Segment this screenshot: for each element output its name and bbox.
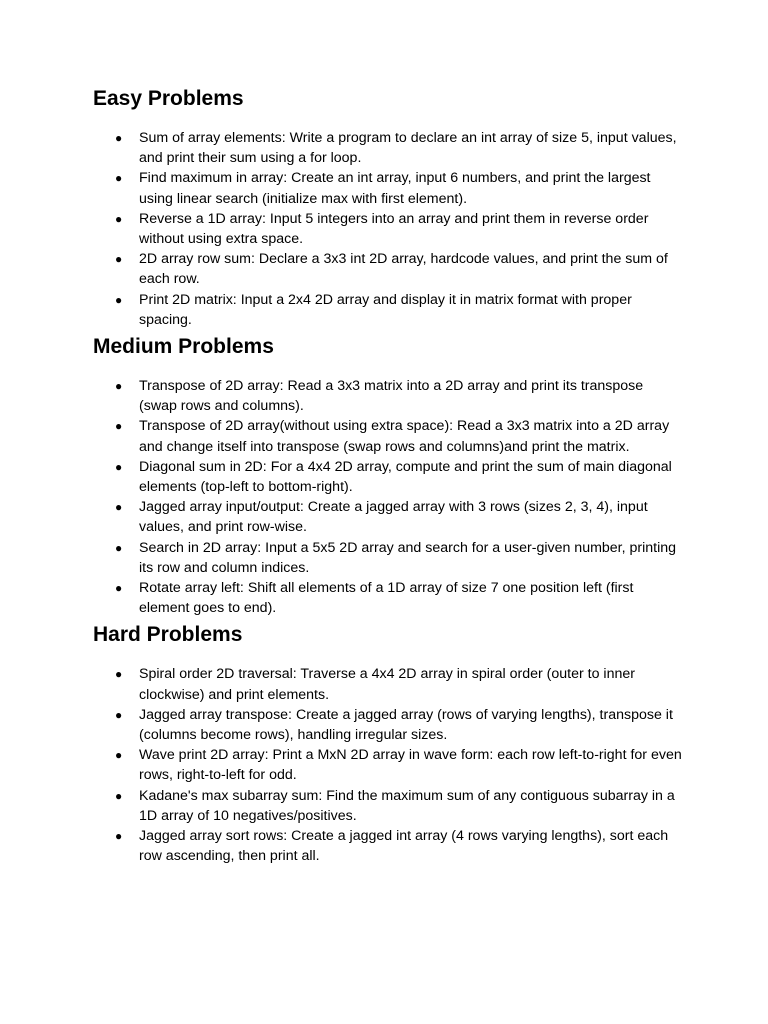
- bullet-icon: ●: [115, 131, 123, 145]
- list-item: [93, 457, 683, 497]
- list-item: [93, 578, 683, 618]
- section-title: Easy Problems: [93, 87, 244, 110]
- list-item: [93, 416, 683, 456]
- bullet-icon: ●: [115, 707, 123, 722]
- list-item-text: Sum of array elements: Write a program to declare an int array of size 5, input values, and print their sum using a for loop.: [139, 130, 677, 167]
- list-item: [93, 168, 683, 208]
- list-item-text: Jagged array input/output: Create a jagged array with 3 rows (sizes 2, 3, 4), input values, and print row-wise.: [139, 499, 648, 536]
- problem-list: [93, 376, 683, 618]
- section-hard-problems: [93, 620, 683, 866]
- list-item-text: Spiral order 2D traversal: Traverse a 4x4 2D array in spiral order (outer to inner clockwise) and print elements.: [139, 666, 635, 703]
- list-item-text: Find maximum in array: Create an int array, input 6 numbers, and print the largest using linear search (initialize max with first element).: [139, 170, 651, 207]
- bullet-icon: ●: [115, 211, 123, 226]
- list-item: [93, 376, 683, 416]
- bullet-icon: ●: [115, 581, 123, 596]
- list-item: [93, 128, 683, 168]
- section-easy-problems: [93, 84, 683, 330]
- list-item-text: Diagonal sum in 2D: For a 4x4 2D array, compute and print the sum of main diagonal elements (top-left to bottom-right).: [139, 458, 672, 496]
- document-page: [93, 84, 683, 867]
- list-item: [93, 826, 683, 866]
- list-item: [93, 664, 683, 704]
- list-item-text: Transpose of 2D array: Read a 3x3 matrix into a 2D array and print its transpose (swap rows and columns).: [139, 378, 644, 415]
- section-medium-problems: [93, 332, 683, 618]
- list-item: [93, 497, 683, 537]
- bullet-icon: ●: [115, 667, 123, 682]
- list-item-text: Wave print 2D array: Print a MxN 2D array in wave form: each row left-to-right for even rows, right-to-left for odd.: [139, 747, 682, 784]
- list-item: [93, 705, 683, 745]
- list-item: [93, 209, 683, 249]
- bullet-icon: ●: [115, 252, 123, 267]
- list-item-text: Search in 2D array: Input a 5x5 2D array and search for a user-given number, printing its row and column indices.: [139, 539, 677, 576]
- list-item-text: Jagged array sort rows: Create a jagged int array (4 rows varying lengths), sort each row ascending, then print all.: [139, 828, 669, 865]
- bullet-icon: ●: [115, 459, 123, 474]
- bullet-icon: ●: [115, 419, 123, 434]
- list-item: [93, 745, 683, 785]
- bullet-icon: ●: [115, 540, 123, 555]
- list-item: [93, 786, 683, 826]
- list-item: [93, 538, 683, 578]
- list-item-text: Print 2D matrix: Input a 2x4 2D array and display it in matrix format with proper spacing.: [139, 291, 632, 328]
- list-item-text: Kadane's max subarray sum: Find the maximum sum of any contiguous subarray in a 1D array of 10 negatives/positives.: [139, 787, 675, 824]
- list-item-text: Reverse a 1D array: Input 5 integers into an array and print them in reverse order without using extra space.: [139, 210, 649, 248]
- list-item-text: Jagged array transpose: Create a jagged array (rows of varying lengths), transpose it (columns become rows), handling irregular sizes.: [139, 706, 673, 744]
- problem-list: [93, 128, 683, 330]
- list-item: [93, 290, 683, 330]
- bullet-icon: ●: [115, 379, 123, 394]
- bullet-icon: ●: [115, 292, 123, 307]
- section-title: Medium Problems: [93, 335, 274, 359]
- problem-list: [93, 664, 683, 866]
- list-item-text: 2D array row sum: Declare a 3x3 int 2D array, hardcode values, and print the sum of each row.: [139, 251, 668, 288]
- section-title: Hard Problems: [93, 623, 243, 647]
- bullet-icon: ●: [115, 788, 123, 803]
- bullet-icon: ●: [115, 500, 123, 515]
- bullet-icon: ●: [115, 171, 123, 186]
- list-item-text: Transpose of 2D array(without using extra space): Read a 3x3 matrix into a 2D array and change itself into transpose (swap rows and columns)and print the matrix.: [139, 418, 670, 455]
- list-item-text: Rotate array left: Shift all elements of a 1D array of size 7 one position left (first element goes to end).: [139, 580, 634, 617]
- list-item: [93, 249, 683, 289]
- bullet-icon: ●: [115, 748, 123, 763]
- bullet-icon: ●: [115, 829, 123, 844]
